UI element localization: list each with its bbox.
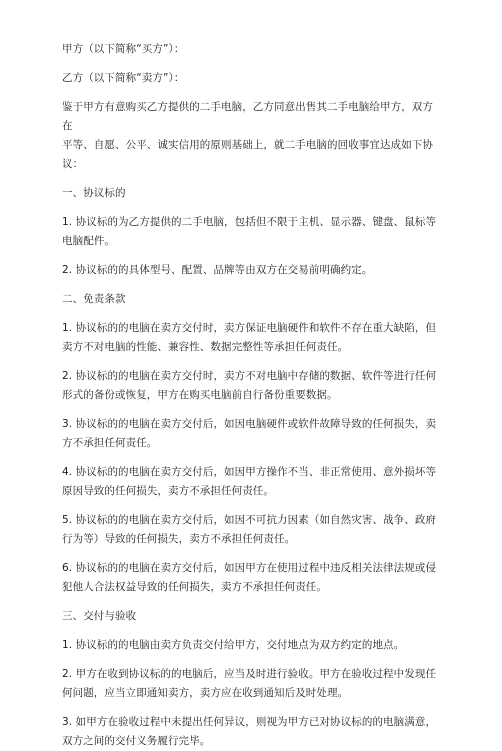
clause-paragraph: 1. 协议标的为乙方提供的二手电脑，包括但不限于主机、显示器、键盘、鼠标等 电脑配件。	[62, 216, 437, 247]
clause-paragraph: 2. 协议标的的具体型号、配置、品牌等由双方在交易前明确约定。	[62, 264, 373, 276]
clause-paragraph: 1. 协议标的的电脑在卖方交付时，卖方保证电脑硬件和软件不存在重大缺陷，但 卖方不对电脑的性能、兼容性、数据完整性等承担任何责任。	[62, 322, 437, 353]
clause-paragraph: 6. 协议标的的电脑在卖方交付后，如因甲方在使用过程中违反相关法律法规或侵 犯他人合法权益导致的任何损失，卖方不承担任何责任。	[62, 562, 437, 593]
clause-paragraph: 5. 协议标的的电脑在卖方交付后，如因不可抗力因素（如自然灾害、战争、政府 行为等）导致的任何损失，卖方不承担任何责任。	[62, 514, 437, 545]
clause-paragraph: 1. 协议标的的电脑由卖方负责交付给甲方，交付地点为双方约定的地点。	[62, 639, 405, 651]
clause-paragraph: 4. 协议标的的电脑在卖方交付后，如因甲方操作不当、非正常使用、意外损坏等 原因导致的任何损失，卖方不承担任何责任。	[62, 466, 437, 497]
section-heading: 一、协议标的	[62, 187, 126, 199]
party-b-line: 乙方（以下简称“卖方”）：	[62, 72, 185, 84]
clause-paragraph: 2. 协议标的的电脑在卖方交付时，卖方不对电脑中存储的数据、软件等进行任何 形式的备份或恢复，甲方在购买电脑前自行备份重要数据。	[62, 370, 437, 401]
clause-paragraph: 3. 如甲方在验收过程中未提出任何异议，则视为甲方已对协议标的的电脑满意， 双方之间的交付义务履行完毕。	[62, 716, 437, 747]
clause-paragraph: 2. 甲方在收到协议标的的电脑后，应当及时进行验收。甲方在验收过程中发现任 何问题，应当立即通知卖方，卖方应在收到通知后及时处理。	[62, 668, 437, 699]
clause-paragraph: 3. 协议标的的电脑在卖方交付后，如因电脑硬件或软件故障导致的任何损失，卖 方不承担任何责任。	[62, 418, 437, 449]
section-heading: 三、交付与验收	[62, 610, 137, 622]
preamble-paragraph: 鉴于甲方有意购买乙方提供的二手电脑，乙方同意出售其二手电脑给甲方，双方在 平等、自愿、公平、诚实信用的原则基础上，就二手电脑的回收事宜达成如下协议：	[62, 101, 433, 170]
party-a-line: 甲方（以下简称“买方”）：	[62, 43, 185, 55]
section-heading: 二、免责条款	[62, 293, 126, 305]
